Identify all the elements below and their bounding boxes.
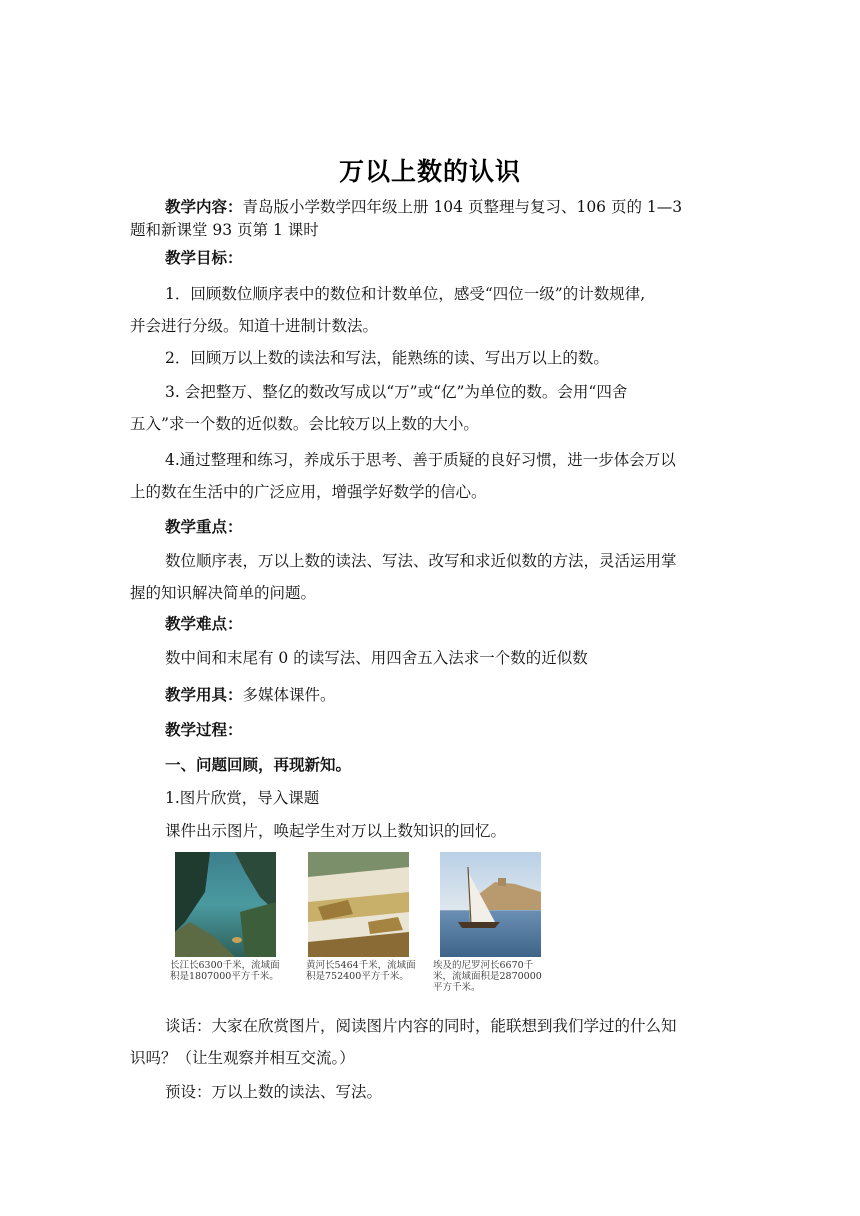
talk-line2: 识吗？（让生观察并相互交流。） (130, 1049, 355, 1067)
difficulties-text: 数中间和末尾有 0 的读写法、用四舍五入法求一个数的近似数 (165, 649, 588, 667)
goal-3-line1: 3. 会把整万、整亿的数改写成以“万”或“亿”为单位的数。会用“四舍 (165, 383, 628, 401)
goal-1-line1: 1．回顾数位顺序表中的数位和计数单位，感受“四位一级”的计数规律, (165, 285, 646, 303)
teaching-content-line1 (165, 196, 730, 218)
key-points-line1: 数位顺序表，万以上数的读法、写法、改写和求近似数的方法，灵活运用掌 (165, 552, 677, 570)
caption-nile: 埃及的尼罗河长6670千米，流域面积是2870000平方千米。 (433, 960, 542, 993)
yangtze-river-image (175, 852, 276, 957)
goal-3-line2: 五入”求一个数的近似数。会比较万以上数的大小。 (130, 415, 479, 433)
yellow-river-image (308, 852, 409, 957)
goal-2: 2．回顾万以上数的读法和写法，能熟练的读、写出万以上的数。 (165, 349, 609, 367)
caption-yellow-river: 黄河长5464千米，流域面积是752400平方千米。 (306, 960, 416, 982)
process-heading: 教学过程： (165, 721, 243, 739)
caption-yangtze: 长江长6300千米，流域面积是1807000平方千米。 (170, 960, 280, 982)
key-points-heading: 教学重点： (165, 518, 243, 536)
key-points-line2: 握的知识解决简单的问题。 (130, 584, 317, 602)
preset-line: 预设：万以上数的读法、写法。 (165, 1083, 383, 1101)
tools-text: 多媒体课件。 (242, 686, 336, 704)
talk-line1: 谈话：大家在欣赏图片，阅读图片内容的同时，能联想到我们学过的什么知 (165, 1017, 677, 1035)
tools-label: 教学用具： (165, 686, 243, 704)
section-1-heading: 一、问题回顾，再现新知。 (165, 756, 352, 774)
nile-river-image (440, 852, 541, 957)
rivers-figure (170, 852, 570, 1002)
step-1-heading: 1.图片欣赏，导入课题 (165, 789, 320, 807)
tools-line (165, 684, 730, 706)
goal-1-line2: 并会进行分级。知道十进制计数法。 (130, 317, 379, 335)
teaching-content-text: 青岛版小学数学四年级上册 104 页整理与复习、106 页的 1—3 (242, 198, 683, 216)
step-1-description: 课件出示图片，唤起学生对万以上数知识的回忆。 (165, 822, 507, 840)
page-title: 万以上数的认识 (338, 157, 521, 186)
teaching-content-line2: 题和新课堂 93 页第 1 课时 (130, 221, 319, 239)
goal-4-line1: 4.通过整理和练习，养成乐于思考、善于质疑的良好习惯，进一步体会万以 (165, 451, 676, 469)
goals-heading: 教学目标： (165, 249, 243, 267)
difficulties-heading: 教学难点： (165, 615, 243, 633)
goal-4-line2: 上的数在生活中的广泛应用，增强学好数学的信心。 (130, 483, 487, 501)
teaching-content-label: 教学内容： (165, 198, 243, 216)
